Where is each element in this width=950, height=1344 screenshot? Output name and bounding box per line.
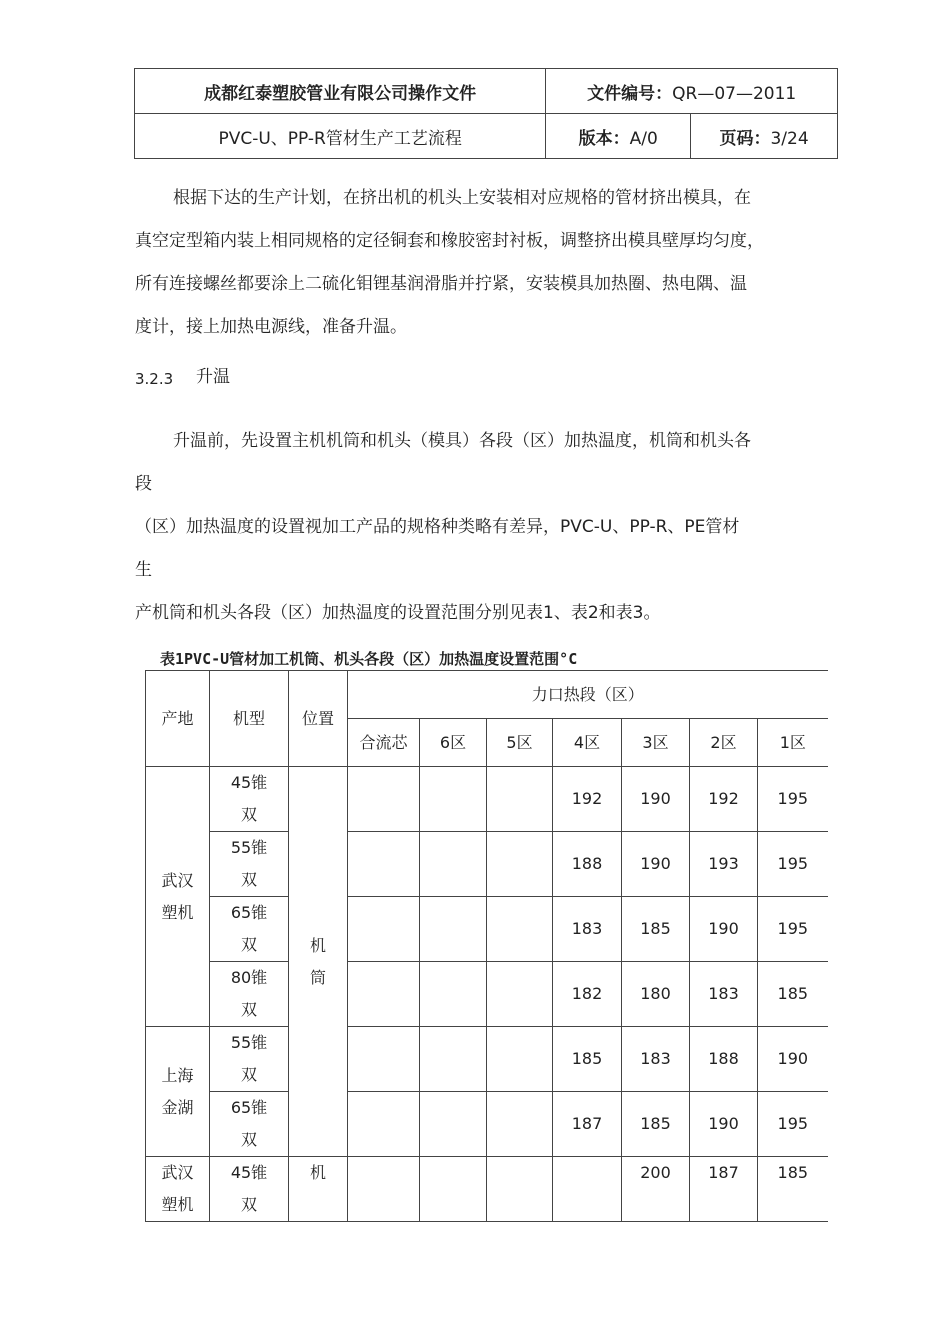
table-row: [146, 1027, 828, 1092]
value-cell: [420, 832, 487, 897]
value-cell: [487, 1092, 553, 1157]
value-cell: 190: [622, 767, 690, 832]
para2-line5: 产机筒和机头各段（区）加热温度的设置范围分别见表1、表2和表3。: [135, 603, 661, 623]
model-text: 65锥: [230, 1098, 268, 1117]
origin-cell: [146, 1157, 210, 1222]
value-cell: 200: [622, 1157, 690, 1222]
value-cell: 180: [622, 962, 690, 1027]
version-value: A/0: [629, 128, 658, 149]
version-label: 版本：: [578, 128, 630, 149]
zone-header: 6区: [420, 719, 487, 767]
header-heating-zones: 力口热段（区）: [348, 671, 828, 719]
model-text: 45锥: [230, 1163, 268, 1182]
page-label: 页码：: [719, 128, 771, 149]
value-cell: [420, 1157, 487, 1222]
value-cell: 190: [690, 897, 758, 962]
model-cell: [210, 962, 289, 1027]
value-cell: 185: [758, 962, 828, 1027]
value-cell: [487, 767, 553, 832]
temperature-table: [145, 670, 828, 1222]
value-cell: [487, 897, 553, 962]
model-text: 55锥: [230, 1033, 268, 1052]
model-text: 双: [240, 1130, 257, 1149]
value-cell: 185: [622, 1092, 690, 1157]
value-cell: [553, 1157, 622, 1222]
section-number: 3.2.3: [135, 370, 174, 388]
origin-cell: [146, 767, 210, 1027]
value-cell: [348, 767, 420, 832]
value-cell: 195: [758, 832, 828, 897]
table-row: [146, 897, 828, 962]
value-cell: 187: [553, 1092, 622, 1157]
page-cell: [691, 114, 838, 159]
zone-header: 4区: [553, 719, 622, 767]
value-cell: 185: [622, 897, 690, 962]
zone-header: 合流芯: [348, 719, 420, 767]
value-cell: 188: [553, 832, 622, 897]
model-text: 双: [240, 1195, 257, 1214]
table-row: [146, 832, 828, 897]
position-cell: [289, 767, 348, 1157]
doc-number: QR—07—2011: [672, 83, 797, 104]
model-text: 双: [240, 805, 257, 824]
para2-line3: （区）加热温度的设置视加工产品的规格种类略有差异，PVC-U、PP-R、PE管材: [135, 517, 740, 537]
value-cell: [348, 962, 420, 1027]
zone-header: 3区: [622, 719, 690, 767]
para2-line1: 升温前，先设置主机机筒和机头（模具）各段（区）加热温度，机筒和机头各: [173, 431, 751, 451]
value-cell: 190: [758, 1027, 828, 1092]
model-cell: [210, 1092, 289, 1157]
model-cell: [210, 897, 289, 962]
zone-header: 2区: [690, 719, 758, 767]
value-cell: 183: [553, 897, 622, 962]
value-cell: 193: [690, 832, 758, 897]
position-text: 机: [309, 935, 326, 955]
origin-text: 上海: [161, 1065, 194, 1085]
position-text: 筒: [309, 967, 326, 987]
header-origin: 产地: [146, 671, 210, 767]
value-cell: [420, 897, 487, 962]
value-cell: 195: [758, 1092, 828, 1157]
value-cell: [348, 1157, 420, 1222]
doc-number-cell: [546, 69, 838, 114]
value-cell: 192: [690, 767, 758, 832]
model-text: 双: [240, 1000, 257, 1019]
value-cell: 195: [758, 897, 828, 962]
value-cell: 182: [553, 962, 622, 1027]
doc-number-label: 文件编号：: [587, 83, 673, 104]
value-cell: [420, 962, 487, 1027]
value-cell: [487, 1157, 553, 1222]
origin-text: 武汉: [161, 1163, 194, 1182]
model-text: 45锥: [230, 773, 268, 792]
table-caption: 表1PVC-U管材加工机筒、机头各段（区）加热温度设置范围°C: [160, 650, 578, 668]
model-cell: [210, 832, 289, 897]
header-model: 机型: [210, 671, 289, 767]
value-cell: 190: [622, 832, 690, 897]
model-text: 55锥: [230, 838, 268, 857]
table-row: [146, 1157, 828, 1222]
model-cell: [210, 1157, 289, 1222]
model-text: 双: [240, 935, 257, 954]
position-cell: 机: [289, 1157, 348, 1222]
value-cell: [348, 1027, 420, 1092]
doc-subject: PVC-U、PP-R管材生产工艺流程: [135, 114, 546, 159]
value-cell: [348, 1092, 420, 1157]
version-cell: [546, 114, 691, 159]
value-cell: [348, 897, 420, 962]
para1-line4: 度计，接上加热电源线，准备升温。: [135, 317, 407, 337]
value-cell: 185: [553, 1027, 622, 1092]
value-cell: [420, 1092, 487, 1157]
table-row: [146, 962, 828, 1027]
origin-cell: [146, 1027, 210, 1157]
zone-header: 1区: [758, 719, 828, 767]
origin-text: 塑机: [161, 1195, 194, 1214]
zone-header: 5区: [487, 719, 553, 767]
model-cell: [210, 1027, 289, 1092]
value-cell: [487, 962, 553, 1027]
document-header: [134, 68, 838, 159]
page-value: 3/24: [770, 128, 809, 149]
table-row: [146, 767, 828, 832]
value-cell: [420, 767, 487, 832]
value-cell: 190: [690, 1092, 758, 1157]
value-cell: [487, 832, 553, 897]
origin-text: 塑机: [161, 902, 194, 922]
origin-text: 武汉: [161, 870, 194, 890]
value-cell: 188: [690, 1027, 758, 1092]
value-cell: 187: [690, 1157, 758, 1222]
value-cell: 183: [622, 1027, 690, 1092]
para2-line2: 段: [135, 474, 152, 494]
section-title: 升温: [196, 367, 230, 387]
para1-line2: 真空定型箱内装上相同规格的定径铜套和橡胶密封衬板，调整挤出模具壁厚均匀度，: [135, 231, 764, 251]
value-cell: 192: [553, 767, 622, 832]
value-cell: 185: [758, 1157, 828, 1222]
para1-line3: 所有连接螺丝都要涂上二硫化钼锂基润滑脂并拧紧，安装模具加热圈、热电隅、温: [135, 274, 747, 294]
model-text: 双: [240, 1065, 257, 1084]
origin-text: 金湖: [161, 1097, 194, 1117]
value-cell: [348, 832, 420, 897]
value-cell: 195: [758, 767, 828, 832]
value-cell: 183: [690, 962, 758, 1027]
value-cell: [420, 1027, 487, 1092]
table-row: [146, 1092, 828, 1157]
company-title: 成都红泰塑胶管业有限公司操作文件: [135, 69, 546, 114]
model-text: 80锥: [230, 968, 268, 987]
para1-line1: 根据下达的生产计划，在挤出机的机头上安装相对应规格的管材挤出模具，在: [173, 188, 751, 208]
model-cell: [210, 767, 289, 832]
value-cell: [487, 1027, 553, 1092]
para2-line4: 生: [135, 560, 152, 580]
header-position: 位置: [289, 671, 348, 767]
model-text: 双: [240, 870, 257, 889]
model-text: 65锥: [230, 903, 268, 922]
